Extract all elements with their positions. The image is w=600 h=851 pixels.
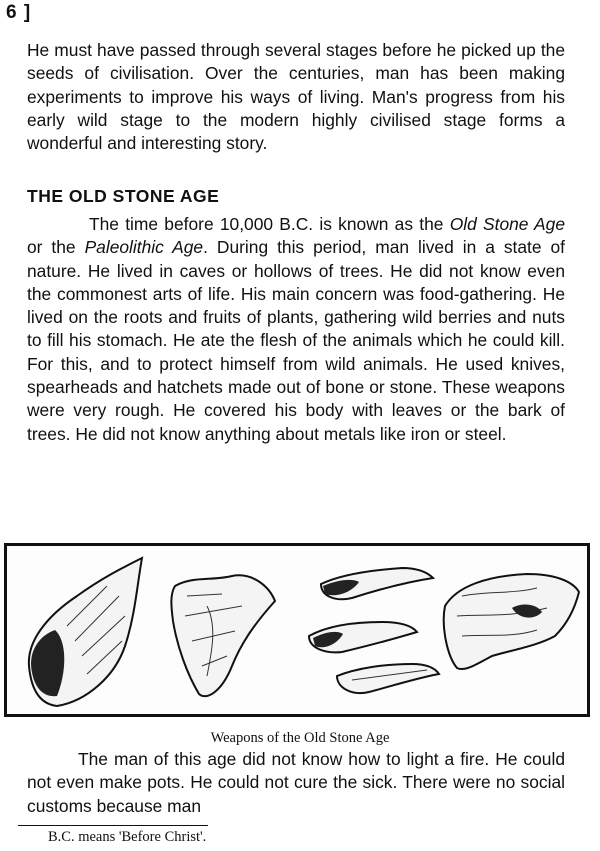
continuation-paragraph xyxy=(27,748,565,818)
spearhead-top xyxy=(321,568,433,599)
old-stone-age-paragraph xyxy=(27,213,565,446)
scraper-stone xyxy=(444,574,579,669)
intro-paragraph xyxy=(27,39,565,155)
continuation-text: The man of this age did not know how to light a fire. He could not even make pots. He could not cure the sick. There were no social customs because man xyxy=(27,749,565,816)
term-paleolithic-age: Paleolithic Age xyxy=(84,237,204,258)
spearhead-bottom xyxy=(337,664,439,693)
hand-axe-medium xyxy=(171,575,275,696)
intro-text: He must have passed through several stages before he picked up the seeds of civilisation. Over the centuries, man has been making experiments to improve his ways of living. Man's progress from his early wild stage to the modern highly civilised stage forms a wonderful and interesting story. xyxy=(27,40,565,154)
footnote: B.C. means 'Before Christ'. xyxy=(48,829,207,845)
text-lead: The time before 10,000 B.C. is known as the xyxy=(89,214,450,234)
page-number: 6 ] xyxy=(6,2,32,23)
spearhead-middle xyxy=(309,622,417,652)
section-heading: THE OLD STONE AGE xyxy=(27,186,220,206)
footnote-divider xyxy=(18,825,208,826)
hand-axe-large xyxy=(29,558,142,706)
weapons-illustration xyxy=(4,543,590,717)
stone-weapons-drawing xyxy=(7,546,587,714)
term-old-stone-age: Old Stone Age xyxy=(449,214,565,234)
old-stone-age-text xyxy=(27,213,565,446)
text-or: or the xyxy=(27,237,85,258)
text-rest: . During this period, man lived in a state of nature. He lived in caves or hollows of trees. He did not know even the commonest arts of life. His main concern was food-gathering. He lived on the roots and fruits of plants, gathering wild berries and nuts to fill his stomach. He ate the flesh of the animals which he could kill. For this, and to protect himself from wild animals. He used knives, spearheads and hatchets made out of bone or stone. These weapons were very rough. He covered his body with leaves or the bark of trees. He did not know anything about metals like iron or steel. xyxy=(27,237,565,444)
figure-caption: Weapons of the Old Stone Age xyxy=(210,730,390,746)
